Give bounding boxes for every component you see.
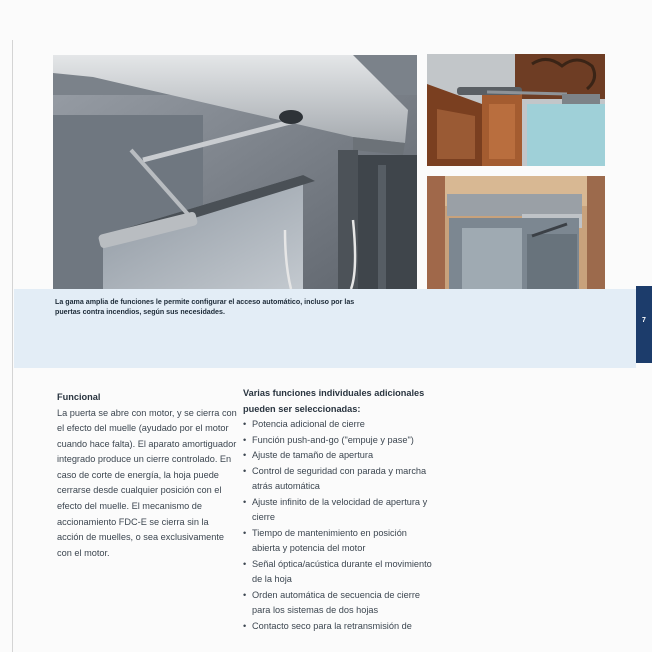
left-column	[57, 390, 237, 561]
feature-list-item: • Función push-and-go ("empuje y pase")	[243, 434, 414, 445]
page-number: 7	[642, 317, 646, 324]
feature-list-item: • Contacto seco para la retransmisión de	[243, 620, 412, 631]
photo-door-operator-arm	[53, 55, 417, 289]
left-column-paragraph: La puerta se abre con motor, y se cierra con el efecto del muelle (ayudado por el motor cuando hace falta). El aparato amortiguador integrado produce un cierre controlado. En caso de corte de energía, la hoja puede cerrarse desde cualquier posición con el efecto del muelle. El mecanismo de accionamiento FDC-E se cierra sin la acción de muelles, o sea exclusivamente con el motor.	[57, 407, 237, 558]
photo-sliding-door-operator	[427, 176, 605, 289]
left-column-heading: Funcional	[57, 392, 101, 402]
feature-list-item: • Tiempo de mantenimiento en posición abierta y potencia del motor	[243, 527, 407, 553]
feature-list	[243, 417, 433, 634]
feature-list-item: • Control de seguridad con parada y marcha atrás automática	[243, 465, 427, 491]
feature-list-item: • Ajuste de tamaño de apertura	[243, 450, 374, 460]
feature-list-item: • Ajuste infinito de la velocidad de apertura y cierre	[243, 496, 428, 522]
photo-caption: La gama amplia de funciones le permite configurar el acceso automático, incluso por las puertas contra incendios, según sus necesidades.	[55, 298, 355, 316]
page-number-tab	[636, 286, 652, 363]
caption-band	[14, 289, 636, 368]
right-column-heading: Varias funciones individuales adicionales pueden ser seleccionadas:	[243, 388, 425, 414]
page-edge-line	[12, 40, 13, 652]
photo-wooden-door-closer	[427, 54, 605, 166]
feature-list-item: • Orden automática de secuencia de cierre para los sistemas de dos hojas	[243, 589, 421, 615]
right-column	[243, 386, 433, 634]
feature-list-item: • Señal óptica/acústica durante el movimiento de la hoja	[243, 558, 432, 584]
feature-list-item: • Potencia adicional de cierre	[243, 419, 365, 429]
